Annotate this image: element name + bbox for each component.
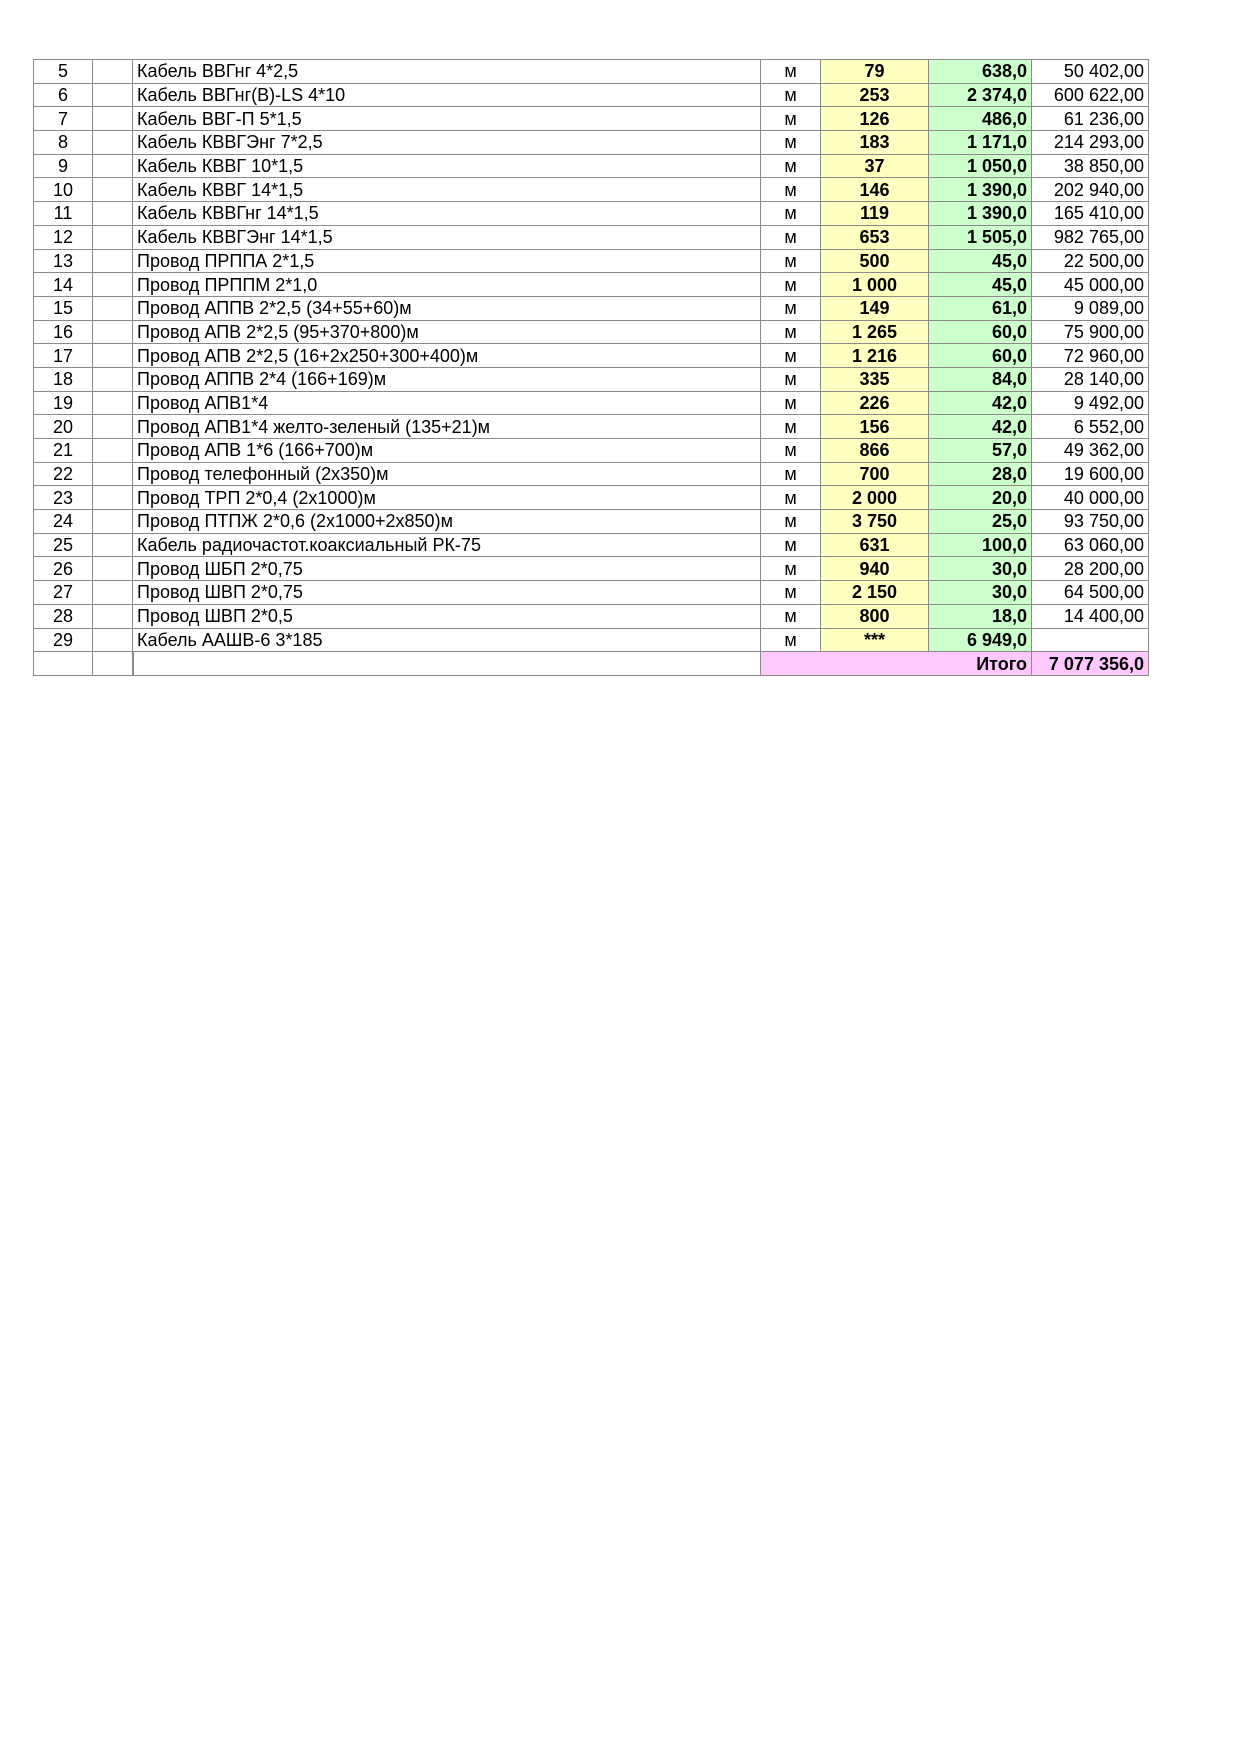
table-row [34,344,1149,368]
table-row [34,178,1149,202]
table-row [34,604,1149,628]
table-row [34,367,1149,391]
empty-cell [93,581,133,605]
empty-cell [93,439,133,463]
empty-cell [93,462,133,486]
amount-cell: 63 060,00 [1032,533,1149,557]
price-cell: 61,0 [929,296,1032,320]
empty-cell [93,60,133,84]
unit-cell: м [761,225,821,249]
empty-cell [133,652,761,676]
price-cell: 1 050,0 [929,154,1032,178]
empty-cell [93,83,133,107]
price-cell: 1 390,0 [929,178,1032,202]
row-number-cell: 18 [34,367,93,391]
row-number-cell: 9 [34,154,93,178]
item-name-cell: Провод АПВ1*4 желто-зеленый (135+21)м [133,415,761,439]
amount-cell: 61 236,00 [1032,107,1149,131]
table-body [34,60,1149,676]
amount-cell: 93 750,00 [1032,510,1149,534]
amount-cell: 45 000,00 [1032,273,1149,297]
price-cell: 30,0 [929,557,1032,581]
empty-cell [93,557,133,581]
table-row [34,225,1149,249]
table-row [34,107,1149,131]
quantity-cell: 631 [821,533,929,557]
table-row [34,533,1149,557]
unit-cell: м [761,154,821,178]
unit-cell: м [761,486,821,510]
table-row [34,296,1149,320]
price-cell: 84,0 [929,367,1032,391]
unit-cell: м [761,249,821,273]
quantity-cell: 253 [821,83,929,107]
unit-cell: м [761,178,821,202]
quantity-cell: 146 [821,178,929,202]
table-row [34,557,1149,581]
empty-cell [93,296,133,320]
unit-cell: м [761,296,821,320]
price-cell: 20,0 [929,486,1032,510]
amount-cell: 6 552,00 [1032,415,1149,439]
amount-cell: 19 600,00 [1032,462,1149,486]
table-row [34,131,1149,155]
row-number-cell: 6 [34,83,93,107]
table-row [34,202,1149,226]
price-cell: 42,0 [929,415,1032,439]
empty-cell [93,131,133,155]
unit-cell: м [761,344,821,368]
price-cell: 30,0 [929,581,1032,605]
quantity-cell: 1 000 [821,273,929,297]
row-number-cell: 29 [34,628,93,652]
quantity-cell: 3 750 [821,510,929,534]
amount-cell: 9 492,00 [1032,391,1149,415]
empty-cell [93,249,133,273]
total-value: 7 077 356,0 [1032,652,1149,676]
item-name-cell: Провод АПВ 2*2,5 (16+2х250+300+400)м [133,344,761,368]
item-name-cell: Провод ПРППМ 2*1,0 [133,273,761,297]
amount-cell: 202 940,00 [1032,178,1149,202]
table-row [34,415,1149,439]
row-number-cell: 15 [34,296,93,320]
amount-cell: 75 900,00 [1032,320,1149,344]
row-number-cell: 5 [34,60,93,84]
unit-cell: м [761,391,821,415]
quantity-cell: 126 [821,107,929,131]
row-number-cell: 27 [34,581,93,605]
table-row [34,273,1149,297]
price-cell: 100,0 [929,533,1032,557]
price-cell: 25,0 [929,510,1032,534]
row-number-cell: 24 [34,510,93,534]
table-row [34,391,1149,415]
amount-cell: 9 089,00 [1032,296,1149,320]
item-name-cell: Провод телефонный (2х350)м [133,462,761,486]
quantity-cell: 2 150 [821,581,929,605]
unit-cell: м [761,628,821,652]
unit-cell: м [761,60,821,84]
quantity-cell: 183 [821,131,929,155]
table-row [34,83,1149,107]
unit-cell: м [761,320,821,344]
price-cell: 45,0 [929,249,1032,273]
row-number-cell: 13 [34,249,93,273]
empty-cell [34,652,93,676]
amount-cell: 38 850,00 [1032,154,1149,178]
empty-cell [93,154,133,178]
table-row [34,628,1149,652]
price-cell: 57,0 [929,439,1032,463]
quantity-cell: 866 [821,439,929,463]
empty-cell [93,533,133,557]
price-cell: 6 949,0 [929,628,1032,652]
item-name-cell: Провод АППВ 2*4 (166+169)м [133,367,761,391]
empty-cell [93,652,133,676]
item-name-cell: Провод АППВ 2*2,5 (34+55+60)м [133,296,761,320]
price-cell: 486,0 [929,107,1032,131]
row-number-cell: 10 [34,178,93,202]
amount-cell: 72 960,00 [1032,344,1149,368]
item-name-cell: Провод ШБП 2*0,75 [133,557,761,581]
quantity-cell: 2 000 [821,486,929,510]
row-number-cell: 11 [34,202,93,226]
unit-cell: м [761,510,821,534]
item-name-cell: Провод АПВ 1*6 (166+700)м [133,439,761,463]
row-number-cell: 16 [34,320,93,344]
quantity-cell: 119 [821,202,929,226]
table-row [34,581,1149,605]
row-number-cell: 14 [34,273,93,297]
empty-cell [93,415,133,439]
item-name-cell: Кабель ВВГнг 4*2,5 [133,60,761,84]
unit-cell: м [761,462,821,486]
amount-cell: 165 410,00 [1032,202,1149,226]
empty-cell [93,178,133,202]
unit-cell: м [761,439,821,463]
quantity-cell: 79 [821,60,929,84]
price-cell: 42,0 [929,391,1032,415]
row-number-cell: 21 [34,439,93,463]
empty-cell [93,107,133,131]
empty-cell [93,604,133,628]
empty-cell [93,510,133,534]
price-cell: 1 390,0 [929,202,1032,226]
row-number-cell: 26 [34,557,93,581]
amount-cell: 40 000,00 [1032,486,1149,510]
price-table [33,59,1149,676]
price-cell: 60,0 [929,344,1032,368]
unit-cell: м [761,367,821,391]
price-cell: 28,0 [929,462,1032,486]
unit-cell: м [761,604,821,628]
price-cell: 1 505,0 [929,225,1032,249]
item-name-cell: Провод ПТПЖ 2*0,6 (2х1000+2х850)м [133,510,761,534]
unit-cell: м [761,131,821,155]
amount-cell: 28 200,00 [1032,557,1149,581]
amount-cell [1032,628,1149,652]
item-name-cell: Провод АПВ1*4 [133,391,761,415]
row-number-cell: 22 [34,462,93,486]
row-number-cell: 12 [34,225,93,249]
quantity-cell: 226 [821,391,929,415]
amount-cell: 22 500,00 [1032,249,1149,273]
amount-cell: 14 400,00 [1032,604,1149,628]
empty-cell [93,486,133,510]
quantity-cell: 700 [821,462,929,486]
item-name-cell: Провод ШВП 2*0,75 [133,581,761,605]
row-number-cell: 19 [34,391,93,415]
item-name-cell: Кабель КВВГ 10*1,5 [133,154,761,178]
table-row [34,249,1149,273]
table-row [34,486,1149,510]
unit-cell: м [761,273,821,297]
row-number-cell: 8 [34,131,93,155]
amount-cell: 28 140,00 [1032,367,1149,391]
quantity-cell: 1 265 [821,320,929,344]
empty-cell [93,225,133,249]
unit-cell: м [761,557,821,581]
quantity-cell: 500 [821,249,929,273]
unit-cell: м [761,202,821,226]
quantity-cell: *** [821,628,929,652]
item-name-cell: Кабель ВВГнг(В)-LS 4*10 [133,83,761,107]
item-name-cell: Кабель ВВГ-П 5*1,5 [133,107,761,131]
quantity-cell: 156 [821,415,929,439]
item-name-cell: Кабель КВВГнг 14*1,5 [133,202,761,226]
item-name-cell: Провод ТРП 2*0,4 (2х1000)м [133,486,761,510]
empty-cell [93,202,133,226]
row-number-cell: 17 [34,344,93,368]
item-name-cell: Кабель КВВГЭнг 7*2,5 [133,131,761,155]
total-label: Итого [761,652,1032,676]
price-cell: 45,0 [929,273,1032,297]
unit-cell: м [761,533,821,557]
price-cell: 1 171,0 [929,131,1032,155]
empty-cell [93,273,133,297]
table-row [34,320,1149,344]
price-cell: 2 374,0 [929,83,1032,107]
amount-cell: 50 402,00 [1032,60,1149,84]
amount-cell: 64 500,00 [1032,581,1149,605]
table-row [34,510,1149,534]
row-number-cell: 28 [34,604,93,628]
amount-cell: 49 362,00 [1032,439,1149,463]
row-number-cell: 23 [34,486,93,510]
empty-cell [93,344,133,368]
amount-cell: 982 765,00 [1032,225,1149,249]
item-name-cell: Провод ШВП 2*0,5 [133,604,761,628]
table-row [34,439,1149,463]
item-name-cell: Кабель радиочастот.коаксиальный РК-75 [133,533,761,557]
amount-cell: 214 293,00 [1032,131,1149,155]
row-number-cell: 25 [34,533,93,557]
table-row [34,154,1149,178]
quantity-cell: 940 [821,557,929,581]
quantity-cell: 149 [821,296,929,320]
unit-cell: м [761,107,821,131]
empty-cell [93,391,133,415]
unit-cell: м [761,83,821,107]
table-row [34,462,1149,486]
quantity-cell: 1 216 [821,344,929,368]
empty-cell [93,628,133,652]
item-name-cell: Кабель ААШВ-6 3*185 [133,628,761,652]
quantity-cell: 37 [821,154,929,178]
empty-cell [93,320,133,344]
item-name-cell: Кабель КВВГ 14*1,5 [133,178,761,202]
empty-cell [93,367,133,391]
item-name-cell: Провод ПРППА 2*1,5 [133,249,761,273]
unit-cell: м [761,581,821,605]
row-number-cell: 20 [34,415,93,439]
quantity-cell: 335 [821,367,929,391]
unit-cell: м [761,415,821,439]
row-number-cell: 7 [34,107,93,131]
price-cell: 18,0 [929,604,1032,628]
item-name-cell: Провод АПВ 2*2,5 (95+370+800)м [133,320,761,344]
item-name-cell: Кабель КВВГЭнг 14*1,5 [133,225,761,249]
table-row [34,60,1149,84]
quantity-cell: 800 [821,604,929,628]
amount-cell: 600 622,00 [1032,83,1149,107]
total-row [34,652,1149,676]
quantity-cell: 653 [821,225,929,249]
price-cell: 638,0 [929,60,1032,84]
price-cell: 60,0 [929,320,1032,344]
